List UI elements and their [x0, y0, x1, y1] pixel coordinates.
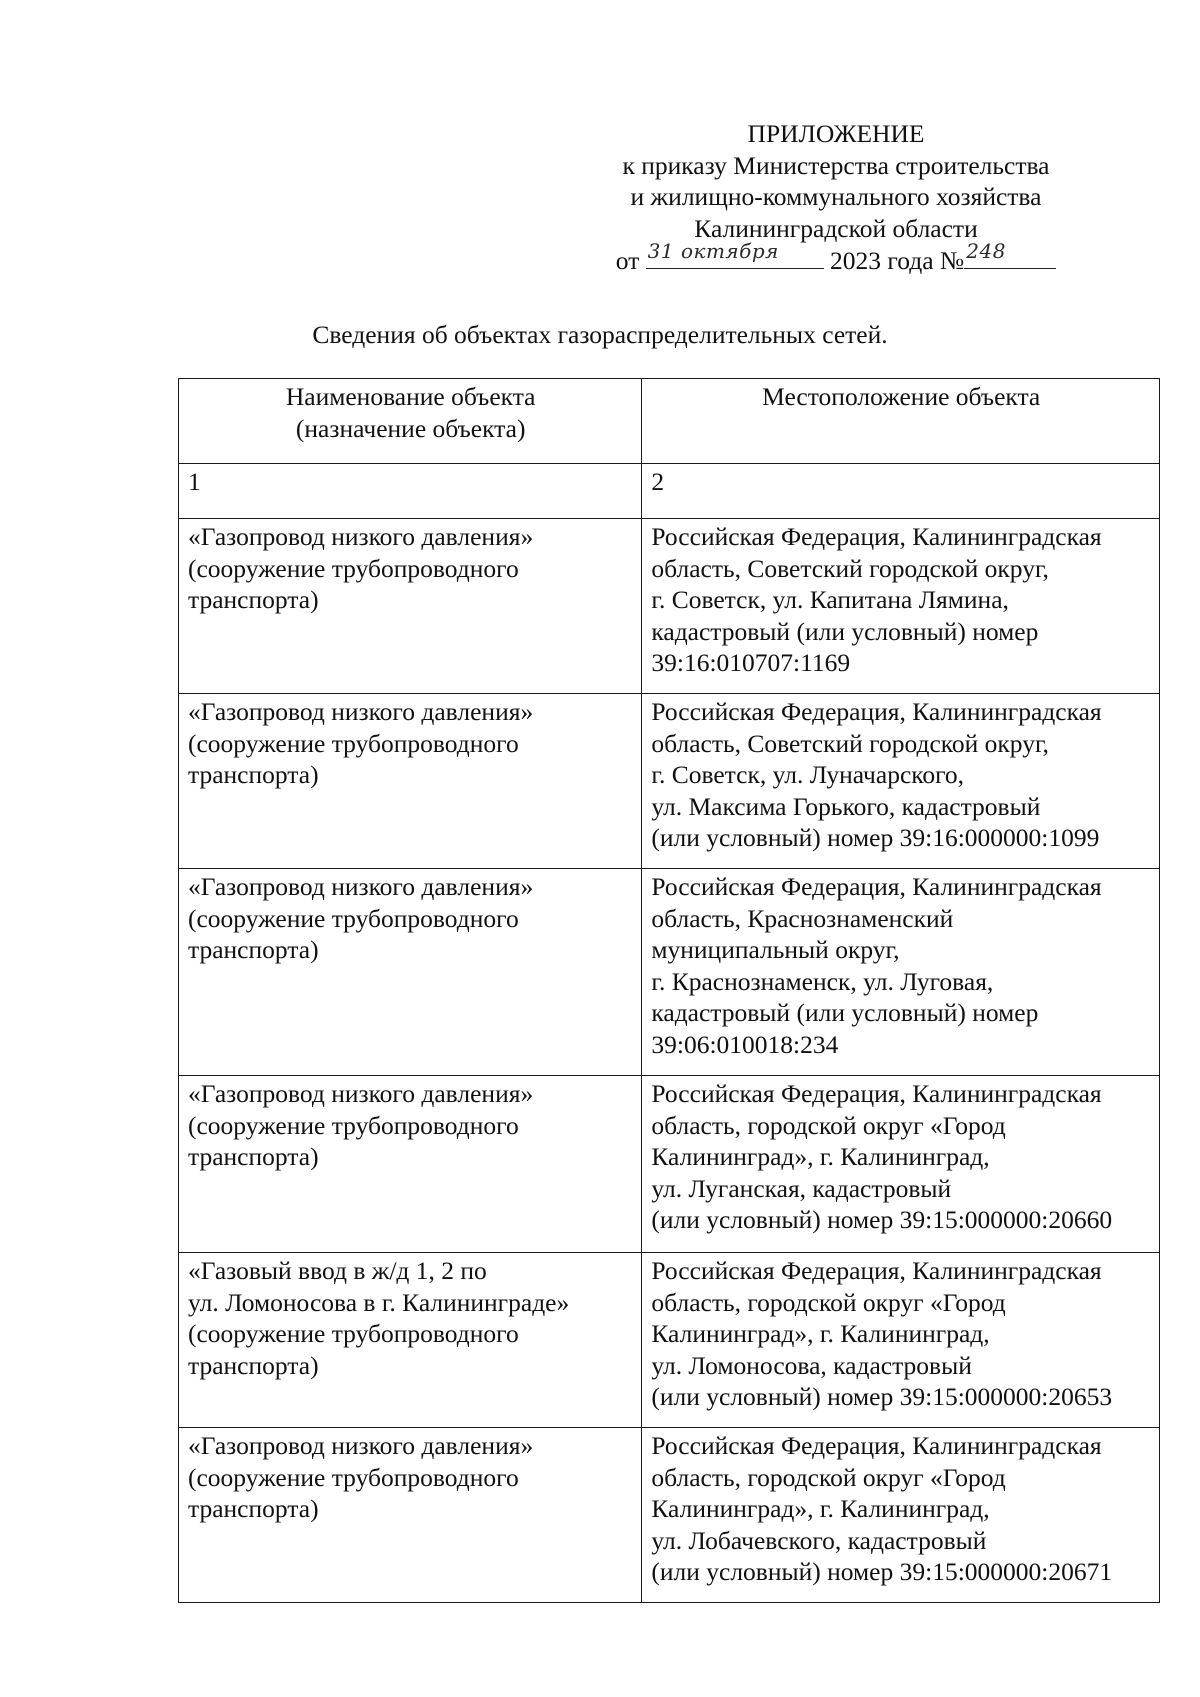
object-name-cell [179, 694, 642, 869]
handwritten-date: 31 октября [647, 238, 779, 263]
table-row [179, 869, 1160, 1076]
cell-line: ул. Ломоносова в г. Калининграде» [188, 1287, 570, 1317]
cell-line: ул. Лобачевского, кадастровый [651, 1525, 987, 1555]
table-row [179, 694, 1160, 869]
cell-line: транспорта) [188, 1350, 319, 1380]
cell-line: область, Краснознаменский [651, 903, 954, 933]
object-location-cell [642, 694, 1160, 869]
cell-line: «Газопровод низкого давления» [188, 1079, 534, 1108]
cell-line: ул. Луганская, кадастровый [651, 1173, 952, 1203]
date-blank [646, 238, 824, 269]
cell-line: (или условный) номер 39:16:000000:1099 [651, 823, 1100, 852]
cell-line: транспорта) [188, 935, 319, 964]
cell-line: «Газовый ввод в ж/д 1, 2 по [188, 1256, 487, 1285]
appendix-line-region: Калининградской области [694, 213, 978, 243]
cell-line: транспорта) [188, 1494, 319, 1523]
cell-line: Российская Федерация, Калининградская [651, 1256, 1102, 1285]
cell-line: Российская Федерация, Калининградская [651, 1431, 1102, 1460]
appendix-title: ПРИЛОЖЕНИЕ [747, 119, 925, 148]
cell-line: кадастровый (или условный) номер [651, 616, 1039, 646]
document-heading: Сведения об объектах газораспределительных сетей. [312, 320, 888, 349]
cell-line: Российская Федерация, Калининградская [651, 522, 1102, 551]
cell-line: транспорта) [188, 585, 319, 614]
cell-line: транспорта) [188, 1142, 319, 1171]
cell-line: г. Краснознаменск, ул. Луговая, [651, 966, 994, 996]
cell-line: кадастровый (или условный) номер [651, 998, 1039, 1027]
cell-line: Российская Федерация, Калининградская [651, 697, 1102, 726]
cell-line: г. Советск, ул. Луначарского, [651, 760, 965, 789]
object-location-cell [642, 869, 1160, 1076]
object-name-cell [179, 869, 642, 1076]
cell-line: (или условный) номер 39:15:000000:20653 [651, 1382, 1113, 1411]
cell-line: Калининград», г. Калининград, [651, 1142, 990, 1171]
date-prefix: от [615, 246, 640, 275]
object-location-cell [642, 1253, 1160, 1428]
year-text: 2023 года № [830, 246, 965, 275]
cell-line: (сооружение трубопроводного [188, 903, 519, 933]
object-name-cell [179, 1428, 642, 1603]
cell-line: транспорта) [188, 760, 319, 789]
number-blank [964, 238, 1056, 269]
object-name-cell [179, 519, 642, 694]
cell-line: (сооружение трубопроводного [188, 1462, 519, 1492]
gas-network-objects-table [178, 378, 1160, 1603]
table-row [179, 1428, 1160, 1603]
header-object-location [642, 379, 1160, 464]
cell-line: область, городской округ «Город [651, 1287, 1006, 1317]
cell-line: (сооружение трубопроводного [188, 1110, 519, 1140]
cell-line: 39:06:010018:234 [651, 1029, 839, 1059]
object-location-cell [642, 1076, 1160, 1253]
cell-line: область, Советский городской округ, [651, 553, 1049, 583]
cell-line: (сооружение трубопроводного [188, 553, 519, 583]
object-name-cell [179, 1076, 642, 1253]
cell-line: (сооружение трубопроводного [188, 1319, 519, 1348]
header-line: Наименование объекта [285, 382, 536, 411]
object-location-cell [642, 519, 1160, 694]
cell-line: «Газопровод низкого давления» [188, 697, 534, 726]
cell-line: область, городской округ «Город [651, 1110, 1006, 1140]
cell-line: г. Советск, ул. Капитана Лямина, [651, 585, 1009, 614]
cell-line: (или условный) номер 39:15:000000:20671 [651, 1557, 1113, 1586]
table-header-row [179, 379, 1160, 464]
cell-line: Калининград», г. Калининград, [651, 1494, 990, 1523]
cell-line: (или условный) номер 39:15:000000:20660 [651, 1205, 1113, 1234]
header-line: Местоположение объекта [762, 382, 1041, 411]
cell-line: Российская Федерация, Калининградская [651, 872, 1102, 901]
table-row [179, 1253, 1160, 1428]
cell-line: Российская Федерация, Калининградская [651, 1079, 1102, 1108]
appendix-line-ministry: и жилищно-коммунального хозяйства [630, 182, 1042, 211]
header-line: (назначение объекта) [295, 413, 526, 443]
cell-line: (сооружение трубопроводного [188, 728, 519, 758]
handwritten-number: 248 [966, 238, 1006, 263]
table-row [179, 1076, 1160, 1253]
cell-line: область, Советский городской округ, [651, 728, 1049, 758]
header-object-name [179, 379, 642, 464]
order-date-line [596, 238, 1076, 277]
cell-line: ул. Максима Горького, кадастровый [651, 791, 1041, 821]
appendix-line-order: к приказу Министерства строительства [622, 150, 1050, 180]
column-number-row [179, 464, 1160, 519]
column-number: 2 [642, 464, 1160, 519]
cell-line: «Газопровод низкого давления» [188, 872, 534, 901]
cell-line: «Газопровод низкого давления» [188, 1431, 534, 1460]
cell-line: «Газопровод низкого давления» [188, 522, 534, 551]
appendix-block [596, 118, 1076, 277]
object-location-cell [642, 1428, 1160, 1603]
object-name-cell [179, 1253, 642, 1428]
table-row [179, 519, 1160, 694]
cell-line: ул. Ломоносова, кадастровый [651, 1350, 972, 1380]
column-number: 1 [179, 464, 642, 519]
cell-line: муниципальный округ, [651, 935, 900, 964]
cell-line: область, городской округ «Город [651, 1462, 1006, 1492]
cell-line: 39:16:010707:1169 [651, 648, 851, 677]
cell-line: Калининград», г. Калининград, [651, 1319, 990, 1348]
